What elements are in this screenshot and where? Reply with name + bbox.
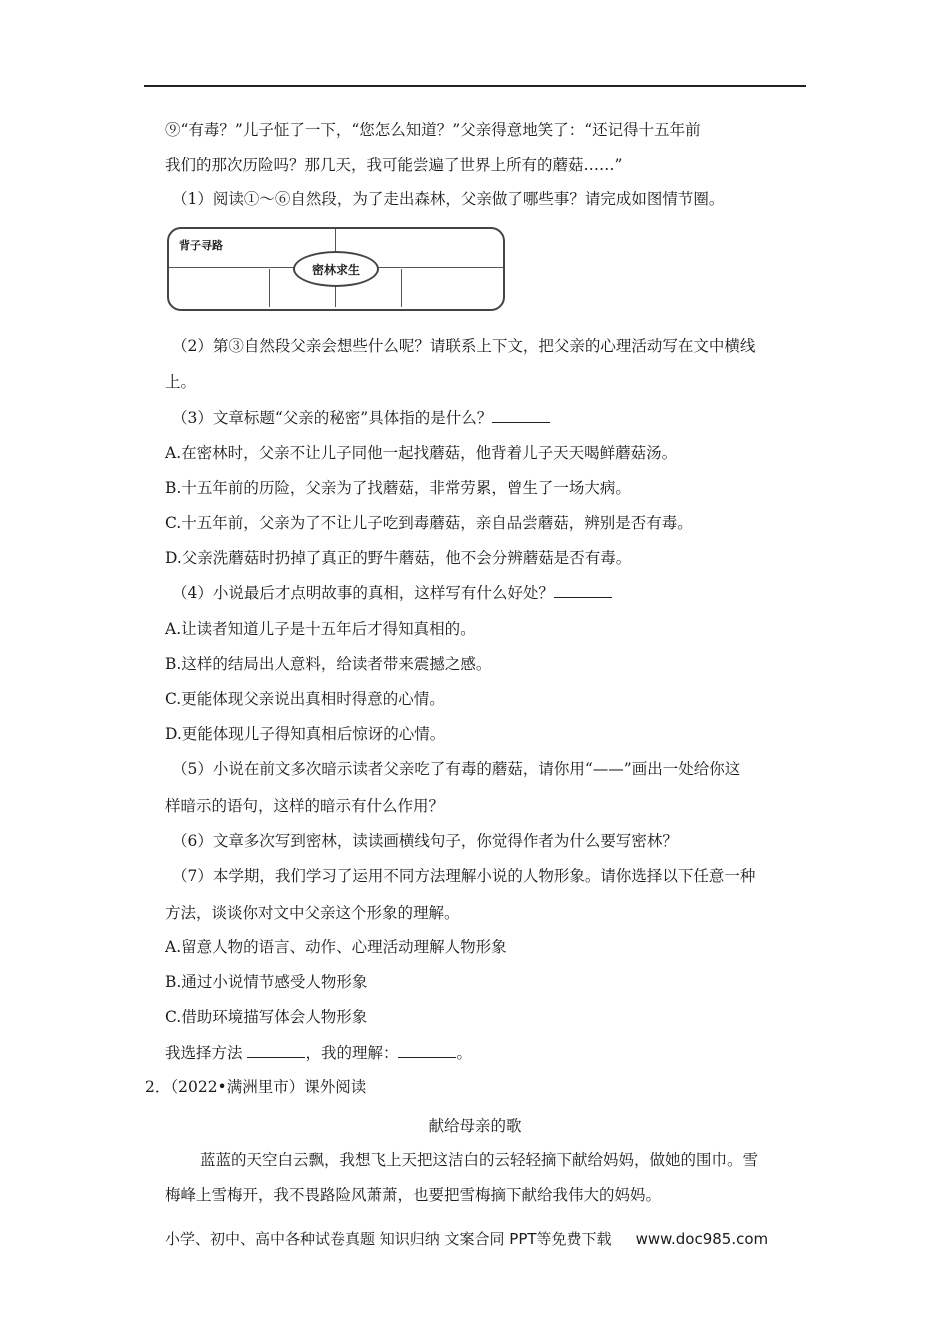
diagram-divider xyxy=(401,269,402,307)
answer-mid: ，我的理解： xyxy=(305,1044,399,1062)
option: D.更能体现儿子得知真相后惊讶的心情。 xyxy=(165,725,446,743)
passage-line: ⑨“有毒？”儿子怔了一下，“您怎么知道？”父亲得意地笑了：“还记得十五年前 xyxy=(165,121,701,139)
question-4 xyxy=(172,583,612,603)
question-7-answer xyxy=(165,1043,472,1063)
option: B.十五年前的历险，父亲为了找蘑菇，非常劳累，曾生了一场大病。 xyxy=(165,479,631,497)
question-6: （6）文章多次写到密林，读读画横线句子，你觉得作者为什么要写密林？ xyxy=(172,832,678,850)
answer-blank[interactable] xyxy=(247,1043,305,1058)
option: A.留意人物的语言、动作、心理活动理解人物形象 xyxy=(165,938,507,956)
header-rule xyxy=(144,85,806,87)
option: C.借助环境描写体会人物形象 xyxy=(165,1008,368,1026)
option: C.更能体现父亲说出真相时得意的心情。 xyxy=(165,690,445,708)
question-7: （7）本学期，我们学习了运用不同方法理解小说的人物形象。请你选择以下任意一种 xyxy=(172,867,756,885)
option: D.父亲洗蘑菇时扔掉了真正的野牛蘑菇，他不会分辨蘑菇是否有毒。 xyxy=(165,549,632,567)
answer-blank[interactable] xyxy=(398,1043,456,1058)
passage-line: 我们的那次历险吗？那几天，我可能尝遍了世界上所有的蘑菇……” xyxy=(165,156,623,174)
question-2: （2）第③自然段父亲会想些什么呢？请联系上下文，把父亲的心理活动写在文中横线 xyxy=(172,337,756,355)
answer-blank[interactable] xyxy=(492,408,550,423)
page-footer xyxy=(165,1228,768,1249)
plot-circle-diagram xyxy=(165,225,505,311)
section-2-header: 2．（2022•满洲里市）课外阅读 xyxy=(145,1078,367,1096)
answer-prefix: 我选择方法 xyxy=(165,1044,243,1062)
footer-text: 小学、初中、高中各种试卷真题 知识归纳 文案合同 PPT等免费下载 xyxy=(165,1230,612,1248)
diagram-label: 背子寻路 xyxy=(179,239,223,252)
question-1: （1）阅读①～⑥自然段，为了走出森林，父亲做了哪些事？请完成如图情节圈。 xyxy=(172,190,725,208)
option: A.在密林时，父亲不让儿子同他一起找蘑菇，他背着儿子天天喝鲜蘑菇汤。 xyxy=(165,444,678,462)
article-paragraph: 蓝蓝的天空白云飘，我想飞上天把这洁白的云轻轻摘下献给妈妈，做她的围巾。雪 xyxy=(200,1151,759,1169)
footer-url[interactable]: www.doc985.com xyxy=(635,1230,769,1248)
diagram-center: 密林求生 xyxy=(293,251,379,287)
question-3-text: （3）文章标题“父亲的秘密”具体指的是什么？ xyxy=(172,409,493,427)
answer-end: 。 xyxy=(456,1044,472,1062)
diagram-divider xyxy=(269,269,270,307)
question-3 xyxy=(172,408,550,428)
option: B.这样的结局出人意料，给读者带来震撼之感。 xyxy=(165,655,492,673)
question-7-cont: 方法，谈谈你对文中父亲这个形象的理解。 xyxy=(165,904,460,922)
option: C.十五年前，父亲为了不让儿子吃到毒蘑菇，亲自品尝蘑菇，辨别是否有毒。 xyxy=(165,514,693,532)
question-2-cont: 上。 xyxy=(165,373,197,391)
option: B.通过小说情节感受人物形象 xyxy=(165,973,368,991)
question-4-text: （4）小说最后才点明故事的真相，这样写有什么好处？ xyxy=(172,584,554,602)
question-5: （5）小说在前文多次暗示读者父亲吃了有毒的蘑菇，请你用“——”画出一处给你这 xyxy=(172,760,741,778)
article-paragraph-cont: 梅峰上雪梅开，我不畏路险风萧萧，也要把雪梅摘下献给我伟大的妈妈。 xyxy=(165,1186,662,1204)
answer-blank[interactable] xyxy=(554,583,612,598)
question-5-cont: 样暗示的语句，这样的暗示有什么作用？ xyxy=(165,797,445,815)
article-title: 献给母亲的歌 xyxy=(428,1117,522,1135)
option: A.让读者知道儿子是十五年后才得知真相的。 xyxy=(165,620,476,638)
